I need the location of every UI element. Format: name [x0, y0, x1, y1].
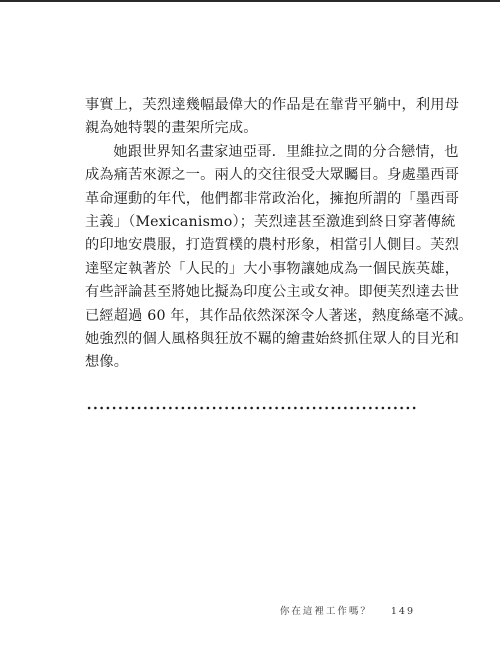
text-line: 事實上，芙烈達幾幅最偉大的作品是在靠背平躺中，利用母 — [85, 97, 460, 113]
text-line: 的印地安農服，打造質樸的農村形象，相當引人側目。芙烈 — [85, 237, 460, 254]
running-title: 你在這裡工作嗎？ — [279, 606, 372, 617]
paragraph-1 — [85, 94, 460, 141]
text-line: 達堅定執著於「人民的」大小事物讓她成為一個民族英雄， — [85, 260, 460, 277]
text-line: 她強烈的個人風格與狂放不羈的繪畫始終抓住眾人的目光和 — [85, 331, 460, 348]
page-number: 149 — [390, 606, 415, 617]
text-line: 有些評論甚至將她比擬為印度公主或女神。即便芙烈達去世 — [85, 284, 460, 301]
text-line: 想像。 — [85, 354, 129, 371]
text-line: 她跟世界知名畫家迪亞哥．里維拉之間的分合戀情，也 — [113, 143, 459, 160]
text-line: 革命運動的年代，他們都非常政治化，擁抱所謂的「墨西哥 — [85, 190, 460, 207]
body-text — [85, 94, 473, 375]
dotted-divider — [86, 406, 419, 410]
paragraph-2 — [85, 141, 473, 375]
text-line: 成為痛苦來源之一。兩人的交往很受大眾矚目。身處墨西哥 — [85, 167, 460, 184]
text-line: 已經超過 60 年，其作品依然深深令人著迷，熱度絲毫不減。 — [85, 307, 473, 324]
page-footer — [280, 603, 415, 617]
text-line: 親為她特製的畫架所完成。 — [85, 120, 258, 137]
text-line: 主義」（Mexicanismo）；芙烈達甚至激進到終日穿著傳統 — [85, 214, 456, 231]
top-edge-rule — [0, 0, 500, 2]
